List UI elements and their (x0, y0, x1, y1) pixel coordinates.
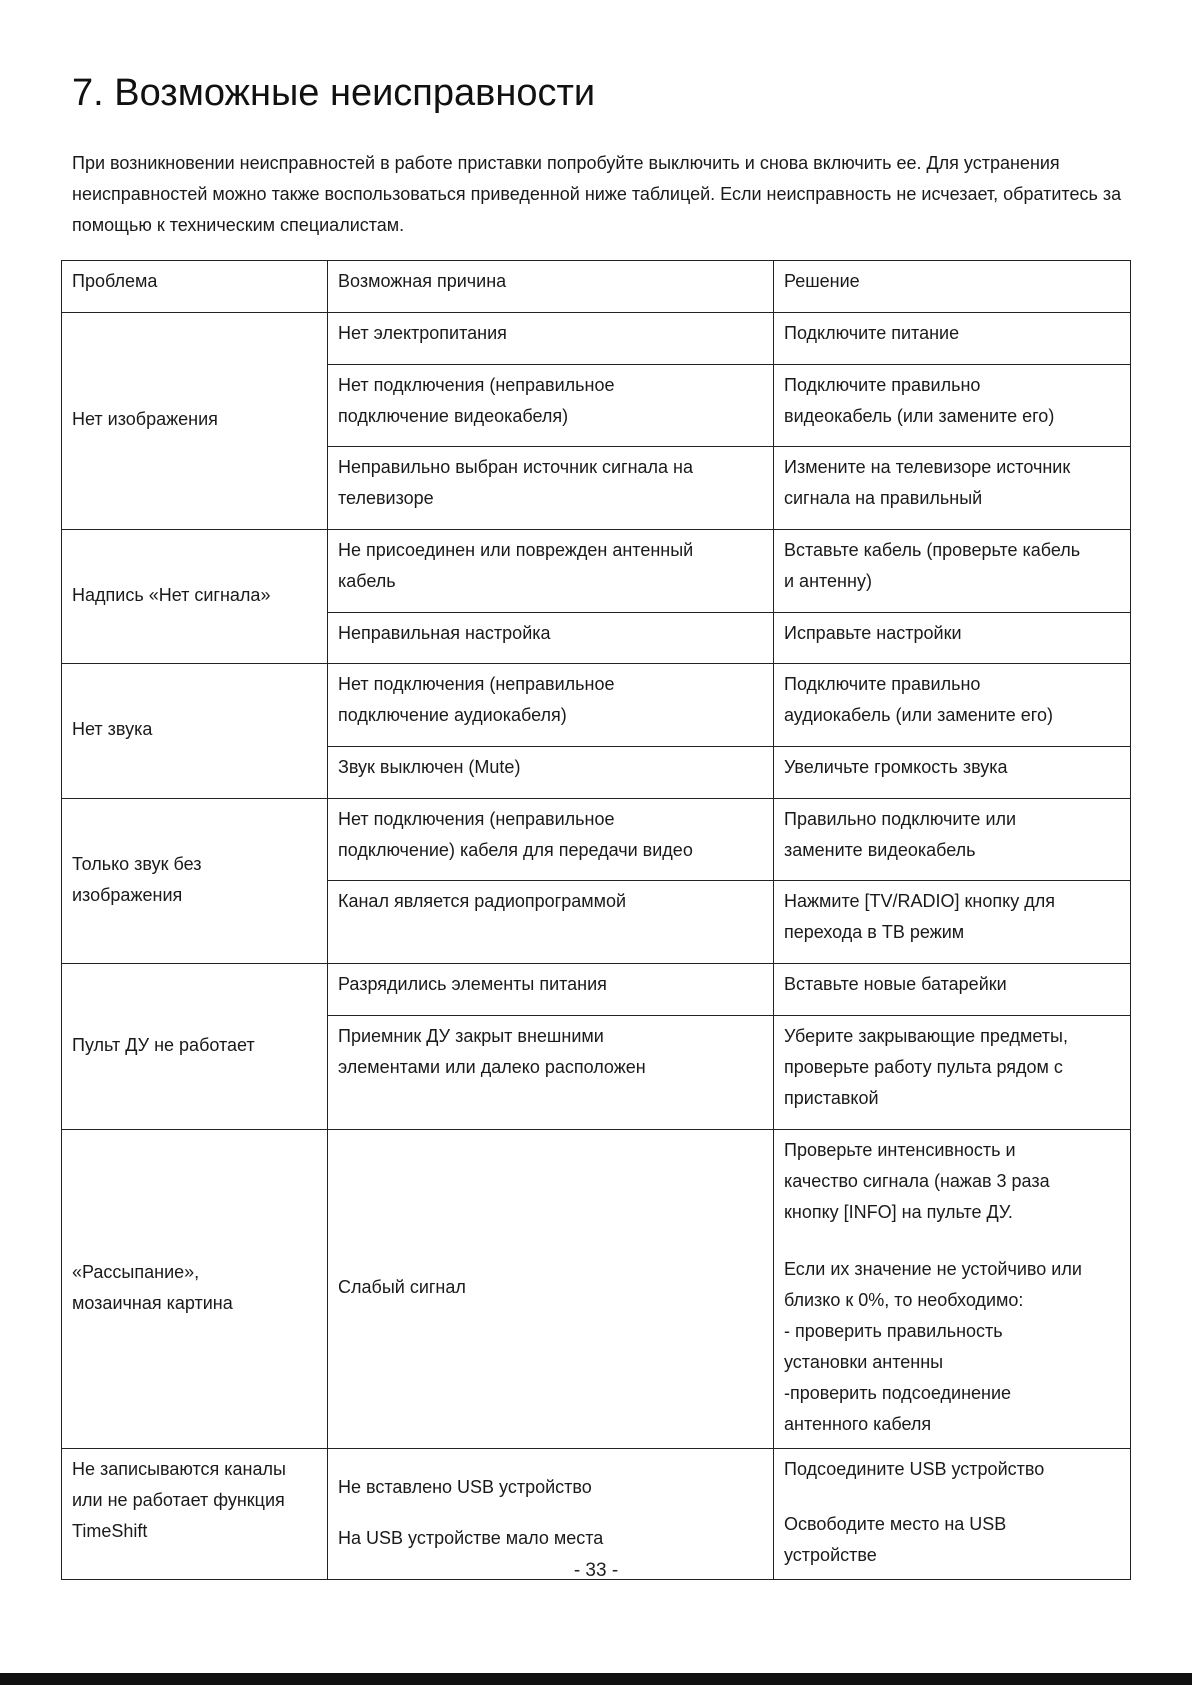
solution-text: Проверьте интенсивность и качество сигнала (нажав 3 раза кнопку [INFO] на пульте ДУ. (784, 1140, 1050, 1222)
cause-cell: Слабый сигнал (328, 1130, 774, 1449)
problem-cell: Нет звука (62, 664, 328, 799)
problem-cell: Нет изображения (62, 313, 328, 530)
spacer (784, 1228, 1120, 1254)
intro-paragraph: При возникновении неисправностей в работе приставки попробуйте выключить и снова включить ее. Для устранения неисправностей можно также воспользоваться приведенной ниже таблицей. Если неисправность не исчезает, обратитесь за помощью к техническим специалистам. (72, 153, 1122, 235)
solution-cell: Подключите питание (774, 313, 1131, 365)
solution-text: Освободите место на USB устройстве (784, 1514, 1007, 1565)
solution-cell: Измените на телевизоре источник сигнала на правильный (774, 447, 1131, 530)
solution-text: Если их значение не устойчиво или близко к 0%, то необходимо: - проверить правильность установки антенны -проверить подсоединение антенного кабеля (784, 1259, 1082, 1434)
solution-text: Подсоедините USB устройство (784, 1459, 1045, 1479)
spacer (784, 1485, 1120, 1509)
header-problem: Проблема (62, 261, 328, 313)
cause-cell: Не присоединен или поврежден антенный кабель (328, 530, 774, 613)
problem-cell: Не записываются каналы или не работает функция TimeShift (62, 1449, 328, 1580)
table-row (62, 530, 1131, 613)
header-cause: Возможная причина (328, 261, 774, 313)
table-row (62, 1130, 1131, 1449)
table-row (62, 664, 1131, 747)
table-header-row (62, 261, 1131, 313)
cause-cell: Приемник ДУ закрыт внешними элементами или далеко расположен (328, 1016, 774, 1130)
cause-cell: Канал является радиопрограммой (328, 881, 774, 964)
header-solution: Решение (774, 261, 1131, 313)
table-row (62, 964, 1131, 1016)
solution-cell (774, 1130, 1131, 1449)
scan-edge-bar (0, 1673, 1192, 1685)
problem-cell: «Рассыпание», мозаичная картина (62, 1130, 328, 1449)
solution-cell: Подключите правильно аудиокабель (или замените его) (774, 664, 1131, 747)
problem-cell: Только звук без изображения (62, 799, 328, 964)
cause-cell: Нет подключения (неправильное подключение аудиокабеля) (328, 664, 774, 747)
page-title: 7. Возможные неисправности (72, 72, 596, 114)
cause-cell: Разрядились элементы питания (328, 964, 774, 1016)
solution-cell: Исправьте настройки (774, 613, 1131, 664)
cause-cell: Нет подключения (неправильное подключение) кабеля для передачи видео (328, 799, 774, 881)
cause-text: Не вставлено USB устройство (338, 1476, 592, 1497)
table-row (62, 313, 1131, 365)
solution-cell: Вставьте новые батарейки (774, 964, 1131, 1016)
solution-cell: Увеличьте громкость звука (774, 747, 1131, 799)
solution-cell: Уберите закрывающие предметы, проверьте работу пульта рядом с приставкой (774, 1016, 1131, 1130)
problem-cell: Пульт ДУ не работает (62, 964, 328, 1130)
page-number: - 33 - (573, 1560, 619, 1581)
solution-cell: Подключите правильно видеокабель (или замените его) (774, 365, 1131, 447)
solution-cell: Нажмите [TV/RADIO] кнопку для перехода в ТВ режим (774, 881, 1131, 964)
spacer (338, 1503, 763, 1523)
solution-cell: Вставьте кабель (проверьте кабель и антенну) (774, 530, 1131, 613)
cause-text: На USB устройстве мало места (338, 1527, 604, 1548)
cause-cell: Нет подключения (неправильное подключение видеокабеля) (328, 365, 774, 447)
cause-cell: Нет электропитания (328, 313, 774, 365)
troubleshooting-table (61, 260, 1131, 1580)
cause-cell: Неправильно выбран источник сигнала на телевизоре (328, 447, 774, 530)
problem-cell: Надпись «Нет сигнала» (62, 530, 328, 664)
cause-cell: Неправильная настройка (328, 613, 774, 664)
table-row (62, 799, 1131, 881)
cause-cell: Звук выключен (Mute) (328, 747, 774, 799)
solution-cell: Правильно подключите или замените видеокабель (774, 799, 1131, 881)
